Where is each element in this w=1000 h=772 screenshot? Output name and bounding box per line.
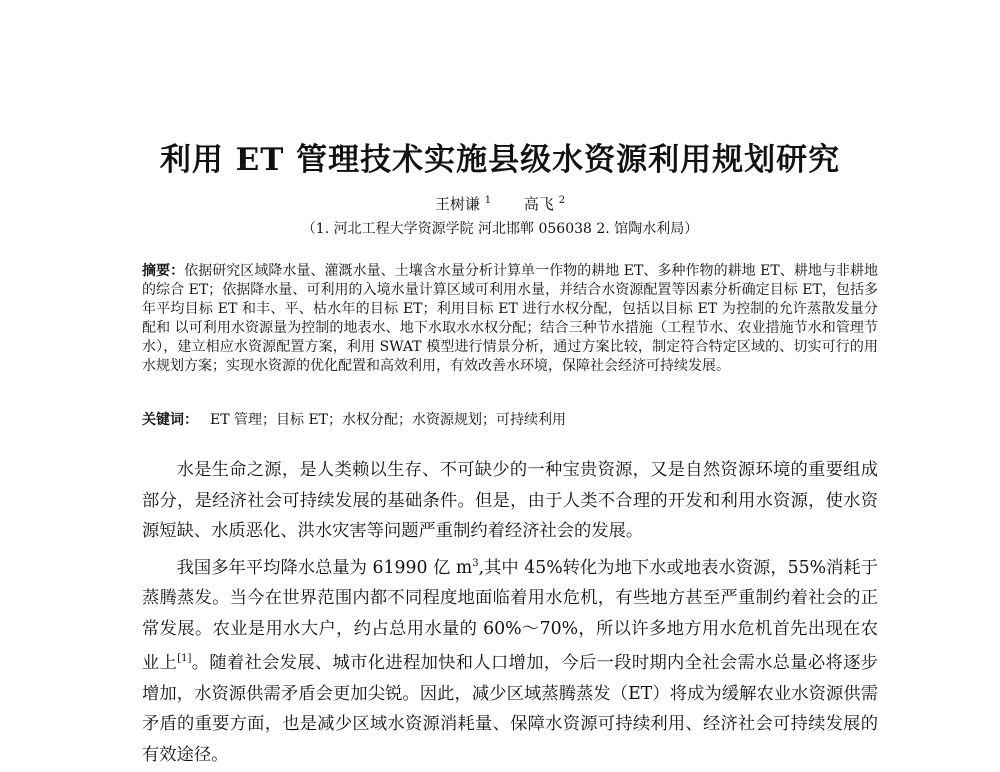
author-1 <box>435 195 491 213</box>
author-name: 王树谦 <box>434 195 480 213</box>
author-name: 高飞 <box>523 195 554 213</box>
abstract-text: 依据研究区域降水量、灌溉水量、土壤含水量分析计算单一作物的耕地 ET、多种作物的耕地 ET、耕地与非耕地的综合 ET；依据降水量、可利用的入境水量计算区域可利用水量，并结合水资源配置等因素分析确定目标 ET，包括多年平均目标 ET 和丰、平、枯水年的目标 ET；利用目标 ET 进行水权分配，包括以目标 ET 为控制的允许蒸散发量分配和 以可利用水资源量为控制的地表水、地下水取水水权分配；结合三种节水措施（工程节水、农业措施节水和管理节水），建立相应水资源配置方案，利用 SWAT 模型进行情景分析，通过方案比较，制定符合特定区域的、切实可行的用水规划方案；实现水资源的优化配置和高效利用，有效改善水环境，保障社会经济可持续发展。 <box>142 263 879 374</box>
superscript: 3 <box>472 557 479 569</box>
affiliation-line: （1. 河北工程大学资源学院 河北邯郸 056038 2. 馆陶水利局） <box>301 221 699 237</box>
body-text-run: 我国多年平均降水总量为 61990 亿 m <box>176 557 473 578</box>
author-line <box>0 193 1000 214</box>
citation-reference: [1] <box>177 653 192 665</box>
keywords <box>142 411 878 430</box>
author-affiliation-mark: 2 <box>558 195 566 206</box>
body-text-run: ,其中 45%转化为地下水或地表水资源，55%消耗于蒸腾蒸发。当今在世界范围内都不同程度地面临着用水危机，有些地方甚至严重制约着社会的正常发展。农业是用水大户，约占总用水量的 60%～70%，所以许多地方用水危机首先出现在农业上 <box>142 557 878 674</box>
paper-title: 利用 ET 管理技术实施县级水资源利用规划研究 <box>159 142 841 178</box>
keywords-label: 关键词： <box>142 412 198 428</box>
author-2 <box>524 195 565 213</box>
author-affiliation-mark: 1 <box>484 195 492 206</box>
body-paragraph-2 <box>142 549 878 771</box>
body-text <box>142 455 878 772</box>
abstract <box>142 262 878 376</box>
keywords-text: ET 管理；目标 ET；水权分配；水资源规划；可持续利用 <box>210 412 567 428</box>
abstract-label: 摘要： <box>142 263 185 279</box>
body-paragraph-1: 水是生命之源，是人类赖以生存、不可缺少的一种宝贵资源，又是自然资源环境的重要组成部分，是经济社会可持续发展的基础条件。但是，由于人类不合理的开发和利用水资源，使水资源短缺、水质恶化、洪水灾害等问题严重制约着经济社会的发展。 <box>142 460 878 542</box>
body-text-run: 。随着社会发展、城市化进程加快和人口增加，今后一段时期内全社会需水总量必将逐步增加，水资源供需矛盾会更加尖锐。因此，减少区域蒸腾蒸发（ET）将成为缓解农业水资源供需矛盾的重要方面，也是减少区域水资源消耗量、保障水资源可持续利用、经济社会可持续发展的有效途径。 <box>142 653 878 765</box>
